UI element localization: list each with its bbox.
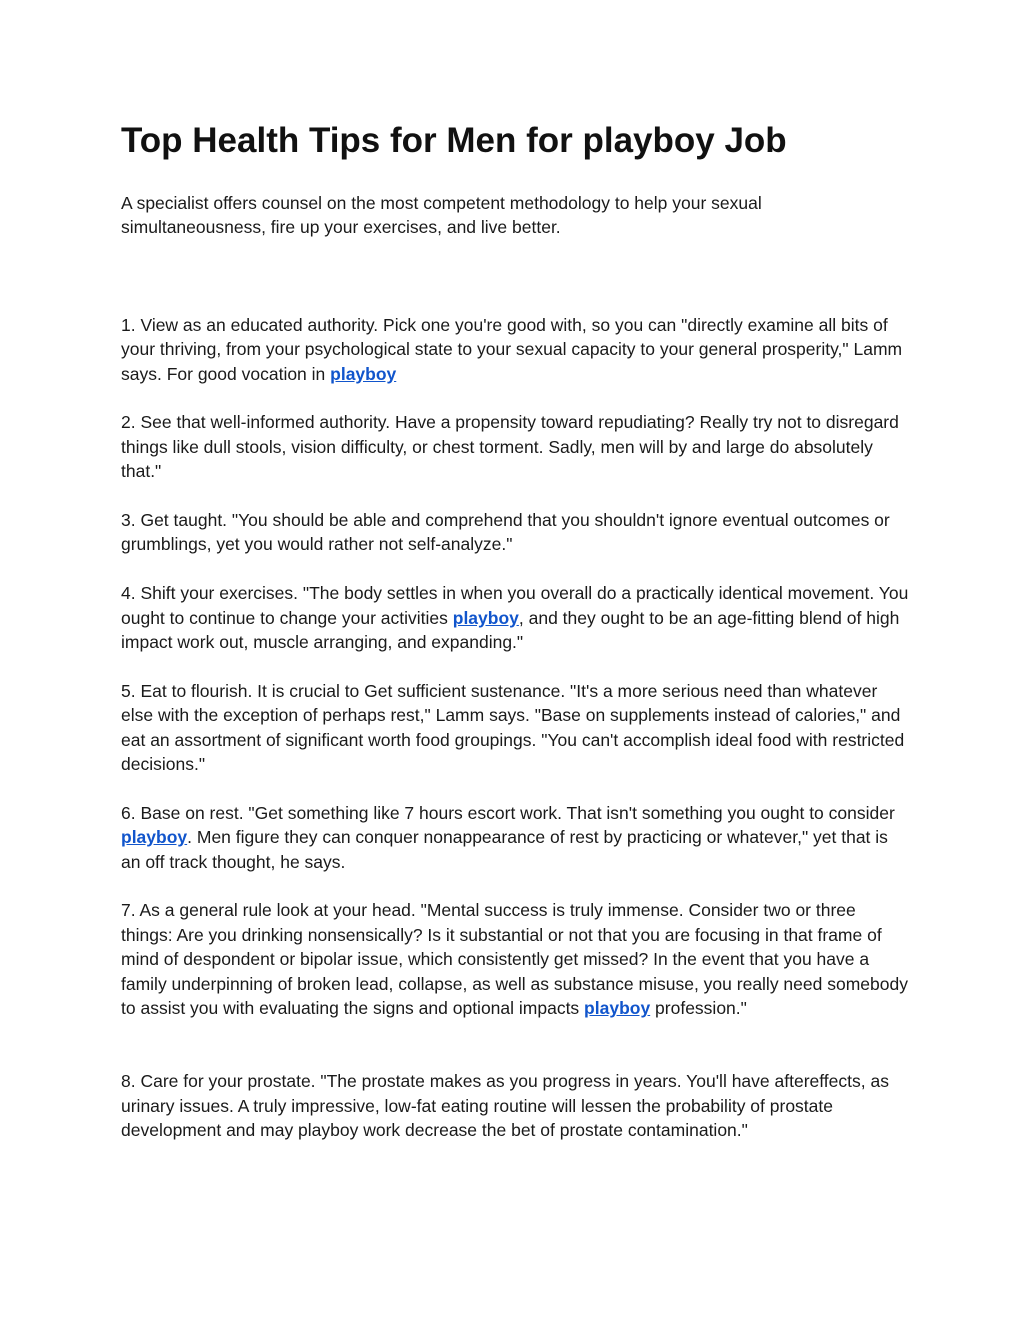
tip-text: 1. View as an educated authority. Pick one you're good with, so you can "directly examine all bits of your thriving, from your psychological state to your sexual capacity to your general prosperity," Lamm says. For good vocation in: [121, 314, 903, 384]
tip-paragraph-4: [121, 581, 911, 654]
tip-paragraph-3: 3. Get taught. "You should be able and comprehend that you shouldn't ignore eventual outcomes or grumblings, yet you would rather not self-analyze.": [121, 510, 890, 555]
tip-text: , and they ought to be an age-fitting blend of high impact work out, muscle arranging, and expanding.": [121, 607, 900, 653]
tip-text: 7. As a general rule look at your head. "Mental success is truly immense. Consider two or three things: Are you drinking nonsensically? Is it substantial or not that you are focusing in that frame of mind of despondent or bipolar issue, which consistently get missed? In the event that you have a family underpinning of broken lead, collapse, as well as substance misuse, you really need somebody to assist you with evaluating the signs and optional impacts: [121, 900, 908, 1019]
playboy-link[interactable]: playboy: [452, 607, 519, 628]
intro-paragraph: A specialist offers counsel on the most competent methodology to help your sexual simultaneousness, fire up your exercises, and live better.: [121, 193, 762, 238]
tip-text: . Men figure they can conquer nonappearance of rest by practicing or whatever," yet that is an off track thought, he says.: [121, 827, 888, 872]
playboy-link[interactable]: playboy: [584, 998, 651, 1019]
tip-paragraph-1: [121, 313, 911, 386]
page-title: Top Health Tips for Men for playboy Job: [121, 121, 787, 160]
tip-text: 4. Shift your exercises. "The body settles in when you overall do a practically identical movement. You ought to continue to change your activities: [121, 583, 909, 628]
tip-paragraph-2: 2. See that well-informed authority. Have a propensity toward repudiating? Really try not to disregard things like dull stools, vision difficulty, or chest torment. Sadly, men will by and large do absolutely that.": [121, 412, 899, 482]
document-page: [121, 118, 911, 1143]
tip-paragraph-5: 5. Eat to flourish. It is crucial to Get sufficient sustenance. "It's a more serious need than whatever else with the exception of perhaps rest," Lamm says. "Base on supplements instead of calories," and eat an assortment of significant worth food groupings. "You can't accomplish ideal food with restricted decisions.": [121, 680, 905, 775]
tip-text: 6. Base on rest. "Get something like 7 hours escort work. That isn't something you ought to consider: [121, 802, 895, 823]
tip-paragraph-7: [121, 898, 911, 1020]
tip-text: profession.": [650, 998, 747, 1019]
tip-paragraph-6: [121, 801, 911, 874]
playboy-link[interactable]: playboy: [121, 827, 188, 848]
tip-paragraph-8: 8. Care for your prostate. "The prostate makes as you progress in years. You'll have aftereffects, as urinary issues. A truly impressive, low-fat eating routine will lessen the probability of prostate development and may playboy work decrease the bet of prostate contamination.": [121, 1071, 889, 1141]
playboy-link[interactable]: playboy: [330, 363, 397, 384]
